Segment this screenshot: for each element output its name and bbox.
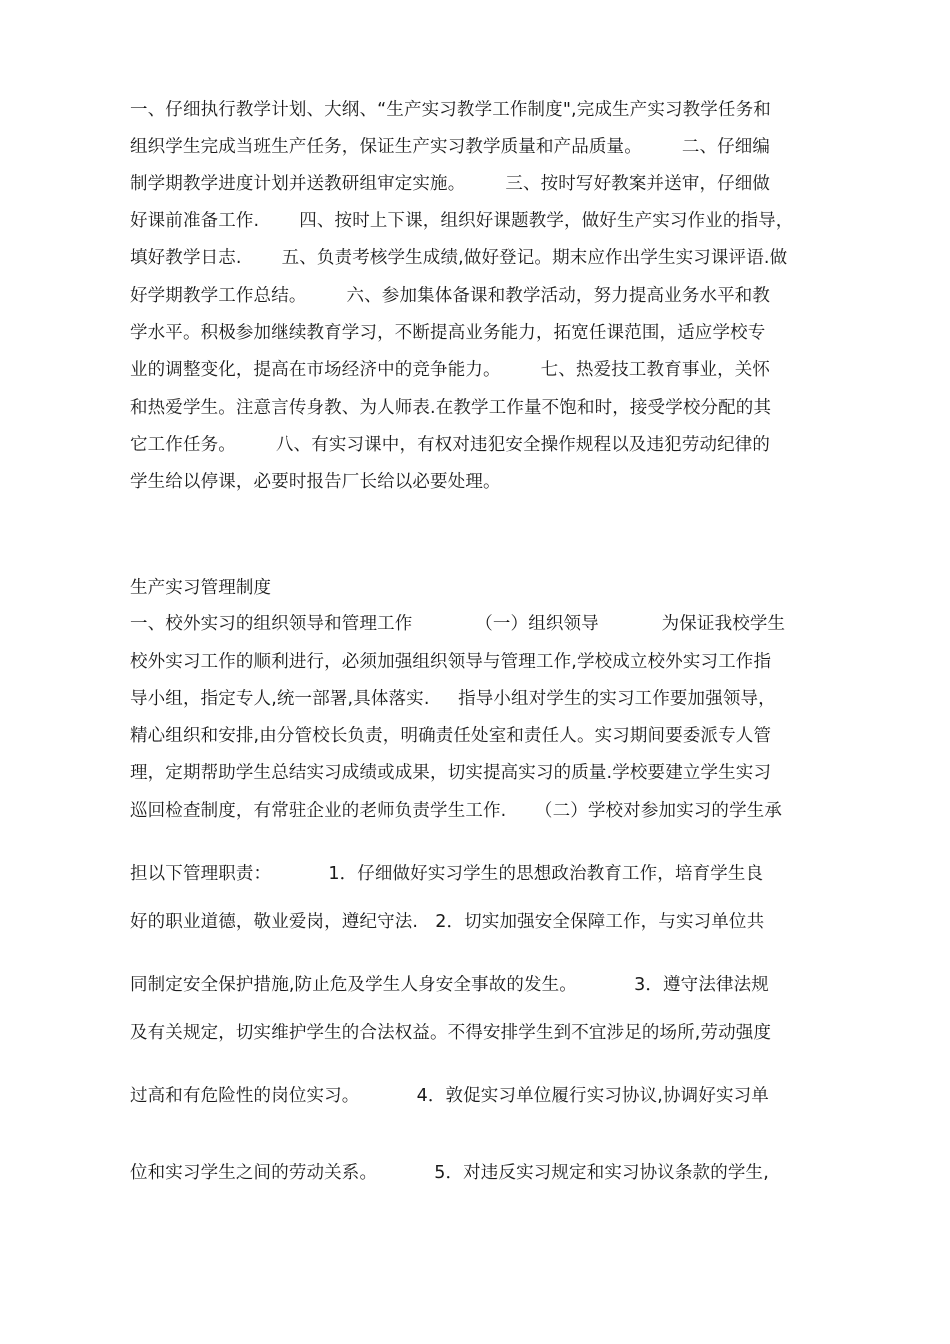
body-line: 过高和有危险性的岗位实习。 4．敦促实习单位履行实习协议,协调好实习单	[130, 1086, 769, 1106]
body-line: 业的调整变化，提高在市场经济中的竞争能力。 七、热爱技工教育事业，关怀	[130, 360, 771, 380]
body-line: 巡回检查制度，有常驻企业的老师负责学生工作. （二）学校对参加实习的学生承	[130, 801, 783, 821]
section-title: 生产实习管理制度	[130, 578, 272, 598]
body-line: 一、仔细执行教学计划、大纲、“生产实习教学工作制度",完成生产实习教学任务和	[130, 100, 771, 120]
body-line: 它工作任务。 八、有实习课中，有权对违犯安全操作规程以及违犯劳动纪律的	[130, 435, 771, 455]
body-line: 位和实习学生之间的劳动关系。 5．对违反实习规定和实习协议条款的学生,	[130, 1163, 769, 1183]
body-line: 同制定安全保护措施,防止危及学生人身安全事故的发生。 3．遵守法律法规	[130, 975, 769, 995]
body-line: 好课前准备工作. 四、按时上下课，组织好课题教学，做好生产实习作业的指导，	[130, 211, 794, 231]
body-line: 精心组织和安排,由分管校长负责，明确责任处室和责任人。实习期间要委派专人管	[130, 726, 772, 746]
body-line: 填好教学日志. 五、负责考核学生成绩,做好登记。期末应作出学生实习课评语.做	[130, 248, 788, 268]
body-line: 好的职业道德，敬业爱岗，遵纪守法. 2．切实加强安全保障工作，与实习单位共	[130, 912, 765, 932]
body-line: 导小组，指定专人,统一部署,具体落实. 指导小组对学生的实习工作要加强领导，	[130, 689, 776, 709]
body-line: 学水平。积极参加继续教育学习，不断提高业务能力，拓宽任课范围，适应学校专	[130, 323, 766, 343]
body-line: 学生给以停课，必要时报告厂长给以必要处理。	[130, 472, 501, 492]
body-line: 及有关规定，切实维护学生的合法权益。不得安排学生到不宜涉足的场所,劳动强度	[130, 1023, 772, 1043]
body-line: 好学期教学工作总结。 六、参加集体备课和教学活动，努力提高业务水平和教	[130, 286, 771, 306]
body-line: 担以下管理职责： 1．仔细做好实习学生的思想政治教育工作，培育学生良	[130, 864, 764, 884]
body-line: 组织学生完成当班生产任务，保证生产实习教学质量和产品质量。 二、仔细编	[130, 137, 771, 157]
body-line: 校外实习工作的顺利进行，必须加强组织领导与管理工作,学校成立校外实习工作指	[130, 652, 772, 672]
body-line: 理，定期帮助学生总结实习成绩或成果，切实提高实习的质量.学校要建立学生实习	[130, 763, 772, 783]
body-line: 一、校外实习的组织领导和管理工作 （一）组织领导 为保证我校学生	[130, 614, 786, 634]
body-line: 和热爱学生。注意言传身教、为人师表.在教学工作量不饱和时，接受学校分配的其	[130, 398, 772, 418]
body-line: 制学期教学进度计划并送教研组审定实施。 三、按时写好教案并送审，仔细做	[130, 174, 771, 194]
